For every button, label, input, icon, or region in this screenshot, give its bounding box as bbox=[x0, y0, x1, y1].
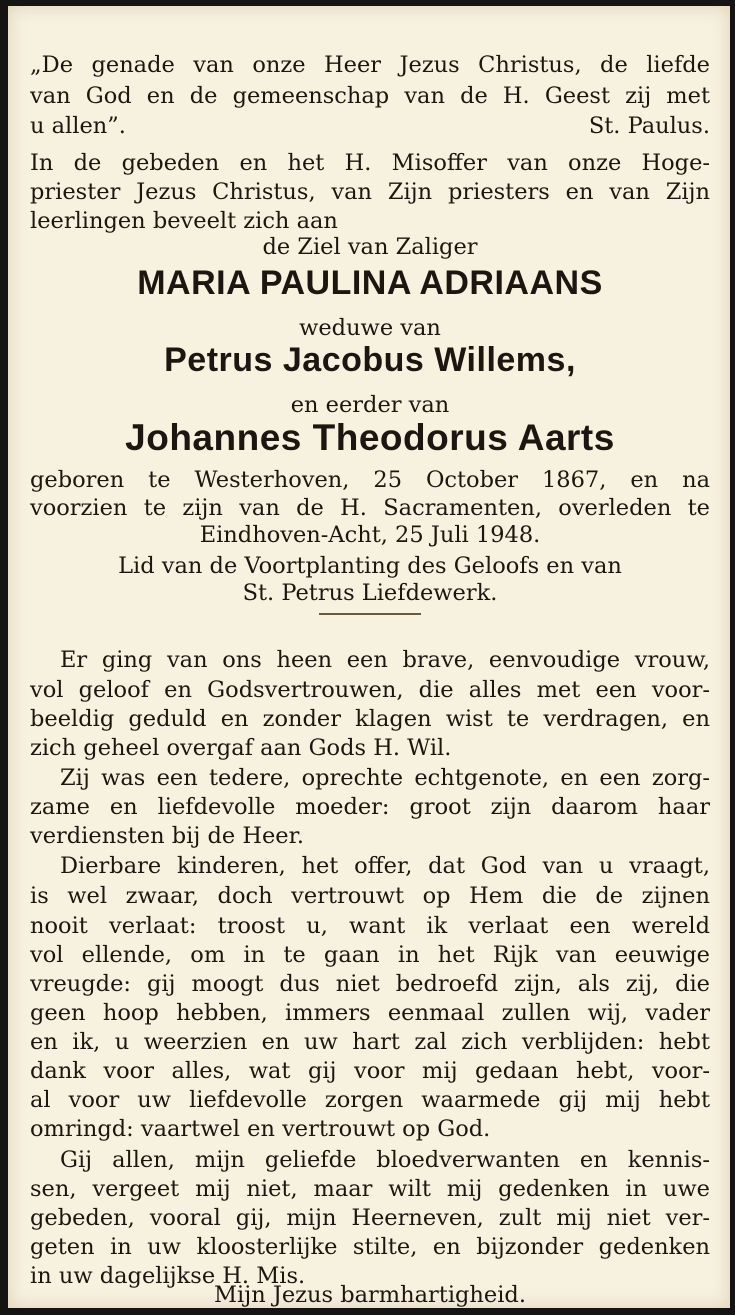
body-line: gebeden, vooral gij, mijn Heerneven, zult mij niet ver- bbox=[30, 1205, 710, 1231]
body-line: vreugde: gij moogt dus niet bedroefd zijn, als zij, die bbox=[30, 971, 710, 997]
body-line: al voor uw liefdevolle zorgen waarmede gij mij hebt bbox=[30, 1087, 710, 1113]
body-line: in uw dagelijkse H. Mis. bbox=[30, 1263, 306, 1289]
bio-line-2: voorzien te zijn van de H. Sacramenten, overleden te bbox=[30, 495, 710, 521]
body-line: sen, vergeet mij niet, maar wilt mij gedenken in uwe bbox=[30, 1176, 710, 1202]
body-line: Dierbare kinderen, het offer, dat God van u vraagt, bbox=[60, 853, 710, 879]
body-line: geen hoop hebben, immers eenmaal zullen wij, vader bbox=[30, 1000, 710, 1026]
body-line: zame en liefdevolle moeder: groot zijn daarom haar bbox=[30, 794, 710, 820]
bio-line-1: geboren te Westerhoven, 25 October 1867, en na bbox=[30, 467, 710, 493]
intro-line-3: leerlingen beveelt zich aan bbox=[30, 208, 338, 234]
body-line: vol ellende, om in te gaan in het Rijk van eeuwige bbox=[30, 942, 710, 968]
body-line: vol geloof en Godsvertrouwen, die alles met een voor- bbox=[30, 677, 710, 703]
body-line: nooit verlaat: troost u, want ik verlaat een wereld bbox=[30, 913, 710, 939]
widow-of-label: weduwe van bbox=[299, 315, 441, 341]
body-line: beeldig geduld en zonder klagen wist te verdragen, en bbox=[30, 706, 710, 732]
body-line: Er ging van ons heen een brave, eenvoudige vrouw, bbox=[60, 647, 710, 673]
closing-prayer: Mijn Jezus barmhartigheid. bbox=[213, 1282, 526, 1308]
body-line: is wel zwaar, doch vertrouwt op Hem die de zijnen bbox=[30, 883, 710, 909]
quote-line-2: van God en de gemeenschap van de H. Geest zij met bbox=[30, 83, 710, 109]
body-line: verdiensten bij de Heer. bbox=[30, 823, 305, 849]
intro-line-2: priester Jezus Christus, van Zijn priesters en van Zijn bbox=[30, 179, 710, 205]
body-line: zich geheel overgaf aan Gods H. Wil. bbox=[30, 735, 452, 761]
body-line: omringd: vaartwel en vertrouwt op God. bbox=[30, 1116, 491, 1142]
quote-attribution: St. Paulus. bbox=[588, 113, 710, 139]
body-line: en ik, u weerzien en uw hart zal zich verblijden: hebt bbox=[30, 1029, 710, 1055]
membership-line-2: St. Petrus Liefdewerk. bbox=[242, 580, 498, 606]
body-line: Gij allen, mijn geliefde bloedverwanten en kennis- bbox=[60, 1147, 710, 1173]
body-line: Zij was een tedere, oprechte echtgenote, en een zorg- bbox=[60, 765, 710, 791]
quote-line-1: „De genade van onze Heer Jezus Christus, de liefde bbox=[30, 52, 710, 78]
body-line: geten in uw kloosterlijke stilte, en bijzonder gedenken bbox=[30, 1234, 710, 1260]
soul-line: de Ziel van Zaliger bbox=[262, 234, 478, 260]
husband-name: Petrus Jacobus Willems, bbox=[164, 341, 576, 379]
bio-line-3: Eindhoven-Acht, 25 Juli 1948. bbox=[199, 522, 541, 548]
earlier-label: en eerder van bbox=[290, 392, 450, 418]
body-line: dank voor alles, wat gij voor mij gedaan hebt, voor- bbox=[30, 1058, 710, 1084]
divider-line bbox=[319, 613, 421, 615]
deceased-name: MARIA PAULINA ADRIAANS bbox=[137, 264, 603, 302]
membership-line-1: Lid van de Voortplanting des Geloofs en van bbox=[118, 553, 622, 579]
prayer-card bbox=[8, 6, 730, 1308]
intro-line-1: In de gebeden en het H. Misoffer van onze Hoge- bbox=[30, 150, 710, 176]
first-husband-name: Johannes Theodorus Aarts bbox=[125, 417, 615, 458]
quote-line-3: u allen”. bbox=[30, 113, 126, 139]
